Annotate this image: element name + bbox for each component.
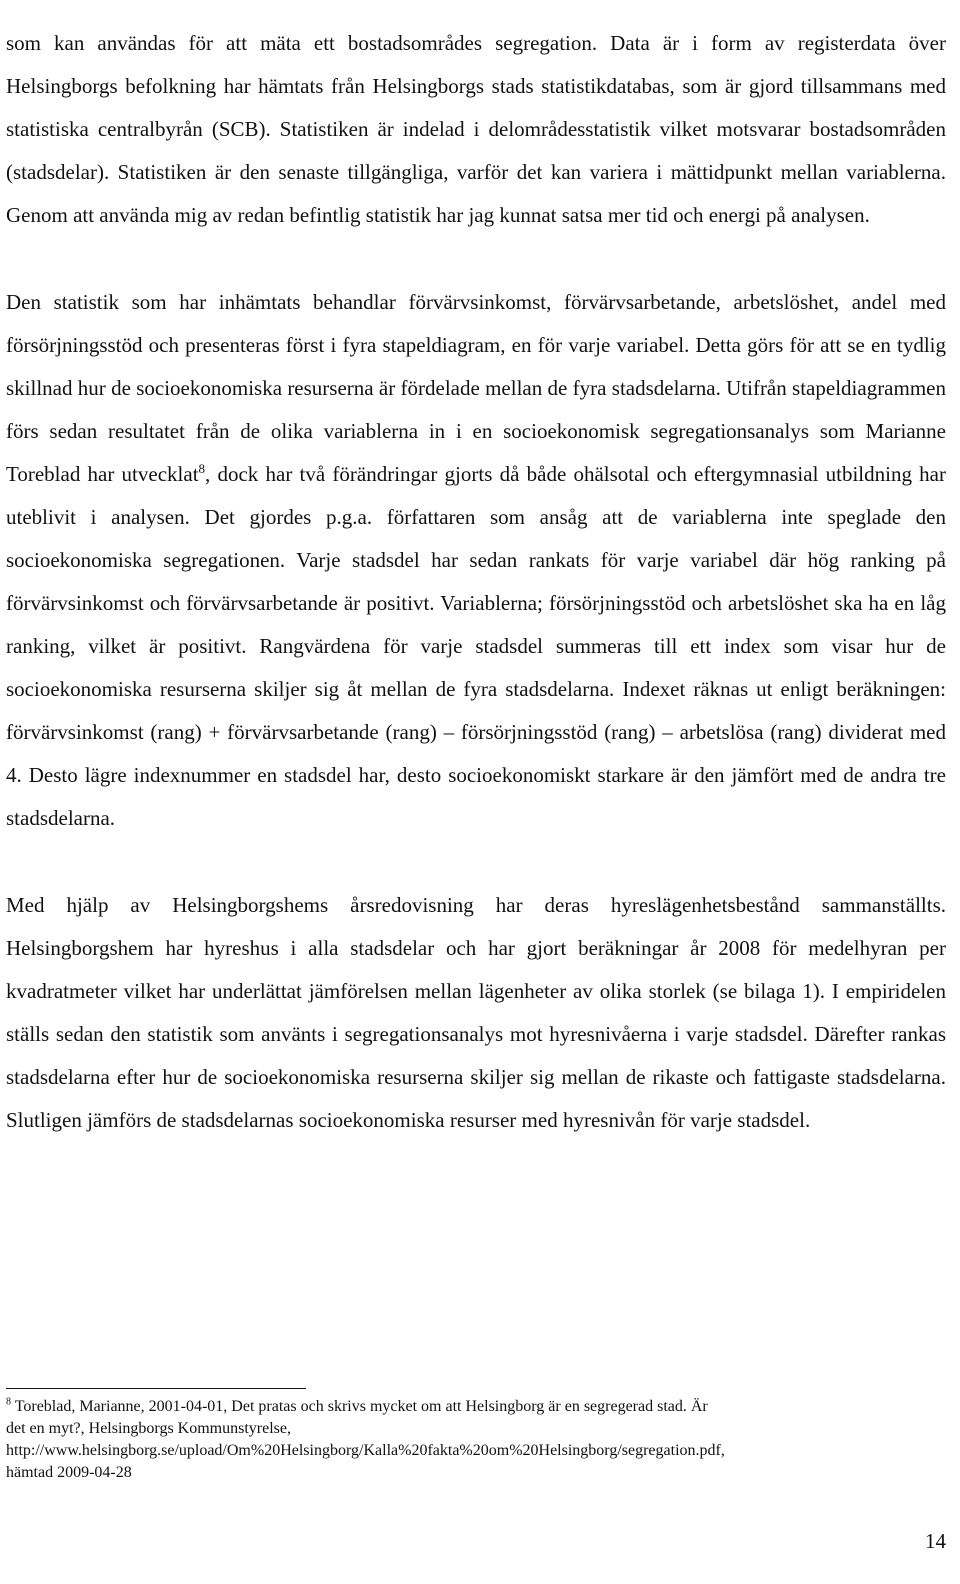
paragraph-method-text-before: Den statistik som har inhämtats behandlar förvärvsinkomst, förvärvsarbetande, arbetslöshet, andel med försörjningsstöd och presenteras först i fyra stapeldiagram, en för varje variabel. Detta görs för att se en tydlig skillnad hur de socioekonomiska resurserna är fördelade mellan de fyra stadsdelarna. Utifrån stapeldiagrammen förs sedan resultatet från de olika variablerna in i en socioekonomisk segregationsanalys som Marianne Toreblad har utvecklat <box>6 290 946 486</box>
page-number: 14 <box>925 1529 946 1553</box>
document-body <box>6 22 946 1142</box>
paragraph-method <box>6 281 946 840</box>
footnote-separator <box>6 1388 306 1389</box>
footnote <box>6 1396 946 1484</box>
footnote-line-1 <box>6 1396 946 1418</box>
footnote-line-2: det en myt?, Helsingborgs Kommunstyrelse, <box>6 1420 291 1437</box>
footnote-retrieved-date: hämtad 2009-04-28 <box>6 1464 132 1481</box>
footnote-reference[interactable]: 8 <box>198 461 206 476</box>
paragraph-data-sources: som kan användas för att mäta ett bostadsområdes segregation. Data är i form av registerdata över Helsingborgs befolkning har hämtats från Helsingborgs stads statistikdatabas, som är gjord tillsammans med statistiska centralbyrån (SCB). Statistiken är indelad i delområdesstatistik vilket motsvarar bostadsområden (stadsdelar). Statistiken är den senaste tillgängliga, varför det kan variera i mättidpunkt mellan variablerna. Genom att använda mig av redan befintlig statistik har jag kunnat satsa mer tid och energi på analysen. <box>6 31 946 227</box>
paragraph-rent-levels: Med hjälp av Helsingborgshems årsredovisning har deras hyreslägenhetsbestånd sammanställts. Helsingborgshem har hyreshus i alla stadsdelar och har gjort beräkningar år 2008 för medelhyran per kvadratmeter vilket har underlättat jämförelsen mellan lägenheter av olika storlek (se bilaga 1). I empiridelen ställs sedan den statistik som använts i segregationsanalys mot hyresnivåerna i varje stadsdel. Därefter rankas stadsdelarna efter hur de socioekonomiska resurserna skiljer sig mellan de rikaste och fattigaste stadsdelarna. Slutligen jämförs de stadsdelarnas socioekonomiska resurser med hyresnivån för varje stadsdel. <box>6 893 946 1132</box>
footnote-number: 8 <box>6 1396 11 1408</box>
footnote-text-1: Toreblad, Marianne, 2001-04-01, Det pratas och skrivs mycket om att Helsingborg är en segregerad stad. Är <box>11 1398 708 1415</box>
paragraph-method-text-after: , dock har två förändringar gjorts då både ohälsotal och eftergymnasial utbildning har uteblivit i analysen. Det gjordes p.g.a. författaren som ansåg att de variablerna inte speglade den socioekonomiska segregationen. Varje stadsdel har sedan rankats för varje variabel där hög ranking på förvärvsinkomst och förvärvsarbetande är positivt. Variablerna; försörjningsstöd och arbetslöshet ska ha en låg ranking, vilket är positivt. Rangvärdena för varje stadsdel summeras till ett index som visar hur de socioekonomiska resurserna skiljer sig åt mellan de fyra stadsdelarna. Indexet räknas ut enligt beräkningen: förvärvsinkomst (rang) + förvärvsarbetande (rang) – försörjningsstöd (rang) – arbetslösa (rang) dividerat med 4. Desto lägre indexnummer en stadsdel har, desto socioekonomiskt starkare är den jämfört med de andra tre stadsdelarna. <box>6 462 946 830</box>
footnote-url[interactable]: http://www.helsingborg.se/upload/Om%20Helsingborg/Kalla%20fakta%20om%20Helsingborg/segregation.pdf, <box>6 1442 725 1459</box>
